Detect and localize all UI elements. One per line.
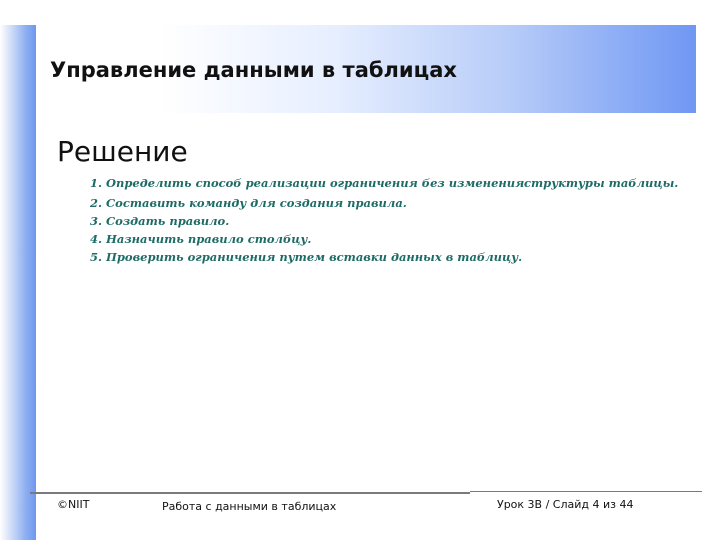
solution-steps-list — [90, 172, 690, 266]
list-item — [90, 194, 690, 212]
footer-slide-counter: Урок 3B / Слайд 4 из 44 — [497, 498, 634, 511]
slide-title: Управление данными в таблицах — [50, 58, 457, 82]
footer-course-title: Работа с данными в таблицах — [162, 500, 337, 513]
step-text: 3. Создать правило. — [90, 214, 230, 228]
step-text: 5. Проверить ограничения путем вставки данных в таблицу. — [90, 250, 523, 264]
list-item — [90, 172, 690, 194]
step-text: 1. Определить способ реализации ограничения без изменения — [90, 176, 525, 190]
footer-divider-right — [470, 491, 702, 492]
section-heading: Решение — [57, 135, 188, 168]
left-gradient-bar — [0, 25, 36, 540]
footer-divider — [30, 492, 470, 494]
footer-copyright: ©NIIT — [57, 498, 90, 511]
step-text-continuation: структуры таблицы. — [524, 176, 679, 190]
step-text: 2. Составить команду для создания правила. — [90, 196, 407, 210]
list-item — [90, 248, 690, 266]
step-text: 4. Назначить правило столбцу. — [90, 232, 312, 246]
list-item — [90, 212, 690, 230]
list-item — [90, 230, 690, 248]
